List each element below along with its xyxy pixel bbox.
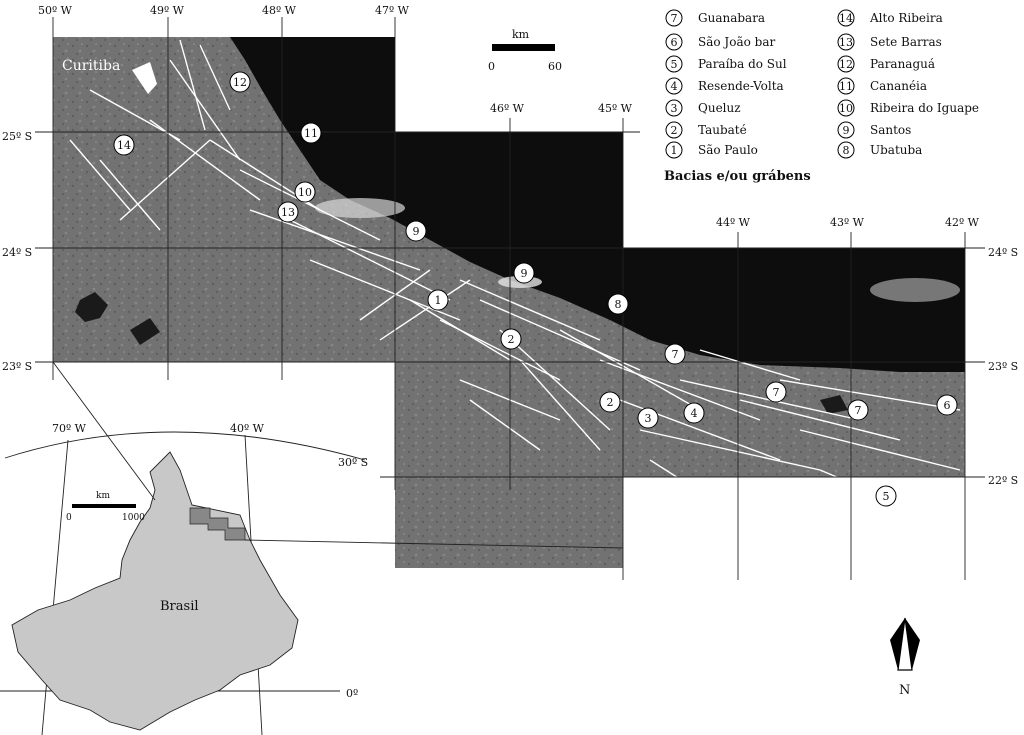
svg-text:3: 3 xyxy=(670,102,678,115)
north-label: N xyxy=(899,683,911,698)
marker-4 xyxy=(684,403,704,423)
lat-label-22s-right: 22º S xyxy=(988,474,1019,487)
lon-label-49w: 49º W xyxy=(150,4,184,17)
lon-label-42w: 42º W xyxy=(945,216,979,229)
marker-12 xyxy=(230,72,250,92)
marker-5 xyxy=(876,486,896,506)
legend xyxy=(664,10,979,184)
inset-graticule xyxy=(5,432,365,460)
svg-text:Guanabara: Guanabara xyxy=(698,11,766,25)
inset-lon-40w: 40º W xyxy=(230,422,264,435)
svg-text:60: 60 xyxy=(548,60,562,73)
svg-text:14: 14 xyxy=(117,139,131,152)
svg-text:12: 12 xyxy=(233,76,247,89)
svg-text:4: 4 xyxy=(670,80,678,93)
marker-9a xyxy=(406,221,426,241)
svg-text:9: 9 xyxy=(520,267,528,280)
marker-7a xyxy=(665,344,685,364)
marker-13 xyxy=(278,202,298,222)
svg-text:8: 8 xyxy=(614,298,622,311)
svg-text:11: 11 xyxy=(839,80,853,93)
marker-11 xyxy=(301,123,321,143)
inset-country-label: Brasil xyxy=(160,599,199,614)
marker-3 xyxy=(638,408,658,428)
inset-lat-0: 0º xyxy=(346,687,359,700)
lat-label-25s: 25º S xyxy=(2,130,33,143)
svg-text:7: 7 xyxy=(772,386,780,399)
legend-left-items xyxy=(666,10,787,158)
svg-text:2: 2 xyxy=(670,124,678,137)
marker-9b xyxy=(514,263,534,283)
lat-label-24s-right: 24º S xyxy=(988,246,1019,259)
scale-bar xyxy=(488,28,562,73)
marker-1 xyxy=(428,290,448,310)
lon-label-46w: 46º W xyxy=(490,102,524,115)
svg-text:Santos: Santos xyxy=(870,123,912,137)
svg-text:7: 7 xyxy=(670,12,678,25)
legend-right-items xyxy=(838,10,979,158)
svg-text:13: 13 xyxy=(281,206,295,219)
svg-text:Ribeira do Iguape: Ribeira do Iguape xyxy=(870,101,980,115)
marker-6 xyxy=(937,395,957,415)
svg-text:Paranaguá: Paranaguá xyxy=(870,57,936,71)
svg-text:5: 5 xyxy=(670,58,678,71)
city-label: Curitiba xyxy=(62,58,121,74)
lon-label-50w: 50º W xyxy=(38,4,72,17)
svg-text:9: 9 xyxy=(412,225,420,238)
north-arrow-icon xyxy=(890,618,920,698)
svg-text:Resende-Volta: Resende-Volta xyxy=(698,79,784,93)
marker-14 xyxy=(114,135,134,155)
marker-2 xyxy=(501,329,521,349)
svg-text:8: 8 xyxy=(842,144,850,157)
svg-text:Taubaté: Taubaté xyxy=(698,123,747,137)
marker-10 xyxy=(295,182,315,202)
svg-text:5: 5 xyxy=(882,490,890,503)
svg-text:Sete Barras: Sete Barras xyxy=(870,35,942,49)
lon-label-45w: 45º W xyxy=(598,102,632,115)
svg-text:Ubatuba: Ubatuba xyxy=(870,143,923,157)
svg-text:11: 11 xyxy=(304,127,318,140)
svg-text:7: 7 xyxy=(671,348,679,361)
svg-text:Paraíba do Sul: Paraíba do Sul xyxy=(698,57,787,71)
lat-label-23s-right: 23º S xyxy=(988,360,1019,373)
lon-label-47w: 47º W xyxy=(375,4,409,17)
svg-text:São Paulo: São Paulo xyxy=(698,143,758,157)
marker-8 xyxy=(608,294,628,314)
svg-text:1: 1 xyxy=(434,294,442,307)
inset-lat-30s: 30º S xyxy=(338,456,369,469)
lat-label-24s: 24º S xyxy=(2,246,33,259)
svg-text:10: 10 xyxy=(298,186,312,199)
svg-text:2: 2 xyxy=(606,396,614,409)
svg-text:1000: 1000 xyxy=(122,513,145,523)
svg-text:1: 1 xyxy=(670,144,678,157)
lon-label-43w: 43º W xyxy=(830,216,864,229)
svg-text:7: 7 xyxy=(854,404,862,417)
svg-text:Alto Ribeira: Alto Ribeira xyxy=(870,11,943,25)
svg-text:9: 9 xyxy=(842,124,850,137)
svg-text:0: 0 xyxy=(66,513,72,523)
lon-label-44w: 44º W xyxy=(716,216,750,229)
svg-text:São João bar: São João bar xyxy=(698,35,776,49)
svg-text:km: km xyxy=(96,491,110,501)
svg-text:12: 12 xyxy=(839,58,853,71)
svg-text:2: 2 xyxy=(507,333,515,346)
marker-2b xyxy=(600,392,620,412)
svg-text:14: 14 xyxy=(839,12,853,25)
lon-label-48w: 48º W xyxy=(262,4,296,17)
svg-text:6: 6 xyxy=(943,399,951,412)
svg-text:Cananéia: Cananéia xyxy=(870,79,928,93)
svg-text:0: 0 xyxy=(488,60,495,73)
svg-text:6: 6 xyxy=(670,36,678,49)
lat-label-23s: 23º S xyxy=(2,360,33,373)
inset-lon-70w: 70º W xyxy=(52,422,86,435)
marker-7b xyxy=(766,382,786,402)
svg-text:Queluz: Queluz xyxy=(698,101,741,115)
svg-text:13: 13 xyxy=(839,36,853,49)
svg-text:km: km xyxy=(512,28,530,41)
legend-title: Bacias e/ou grábens xyxy=(664,169,811,184)
svg-text:3: 3 xyxy=(644,412,652,425)
svg-text:10: 10 xyxy=(839,102,853,115)
marker-7c xyxy=(848,400,868,420)
svg-text:4: 4 xyxy=(690,407,698,420)
